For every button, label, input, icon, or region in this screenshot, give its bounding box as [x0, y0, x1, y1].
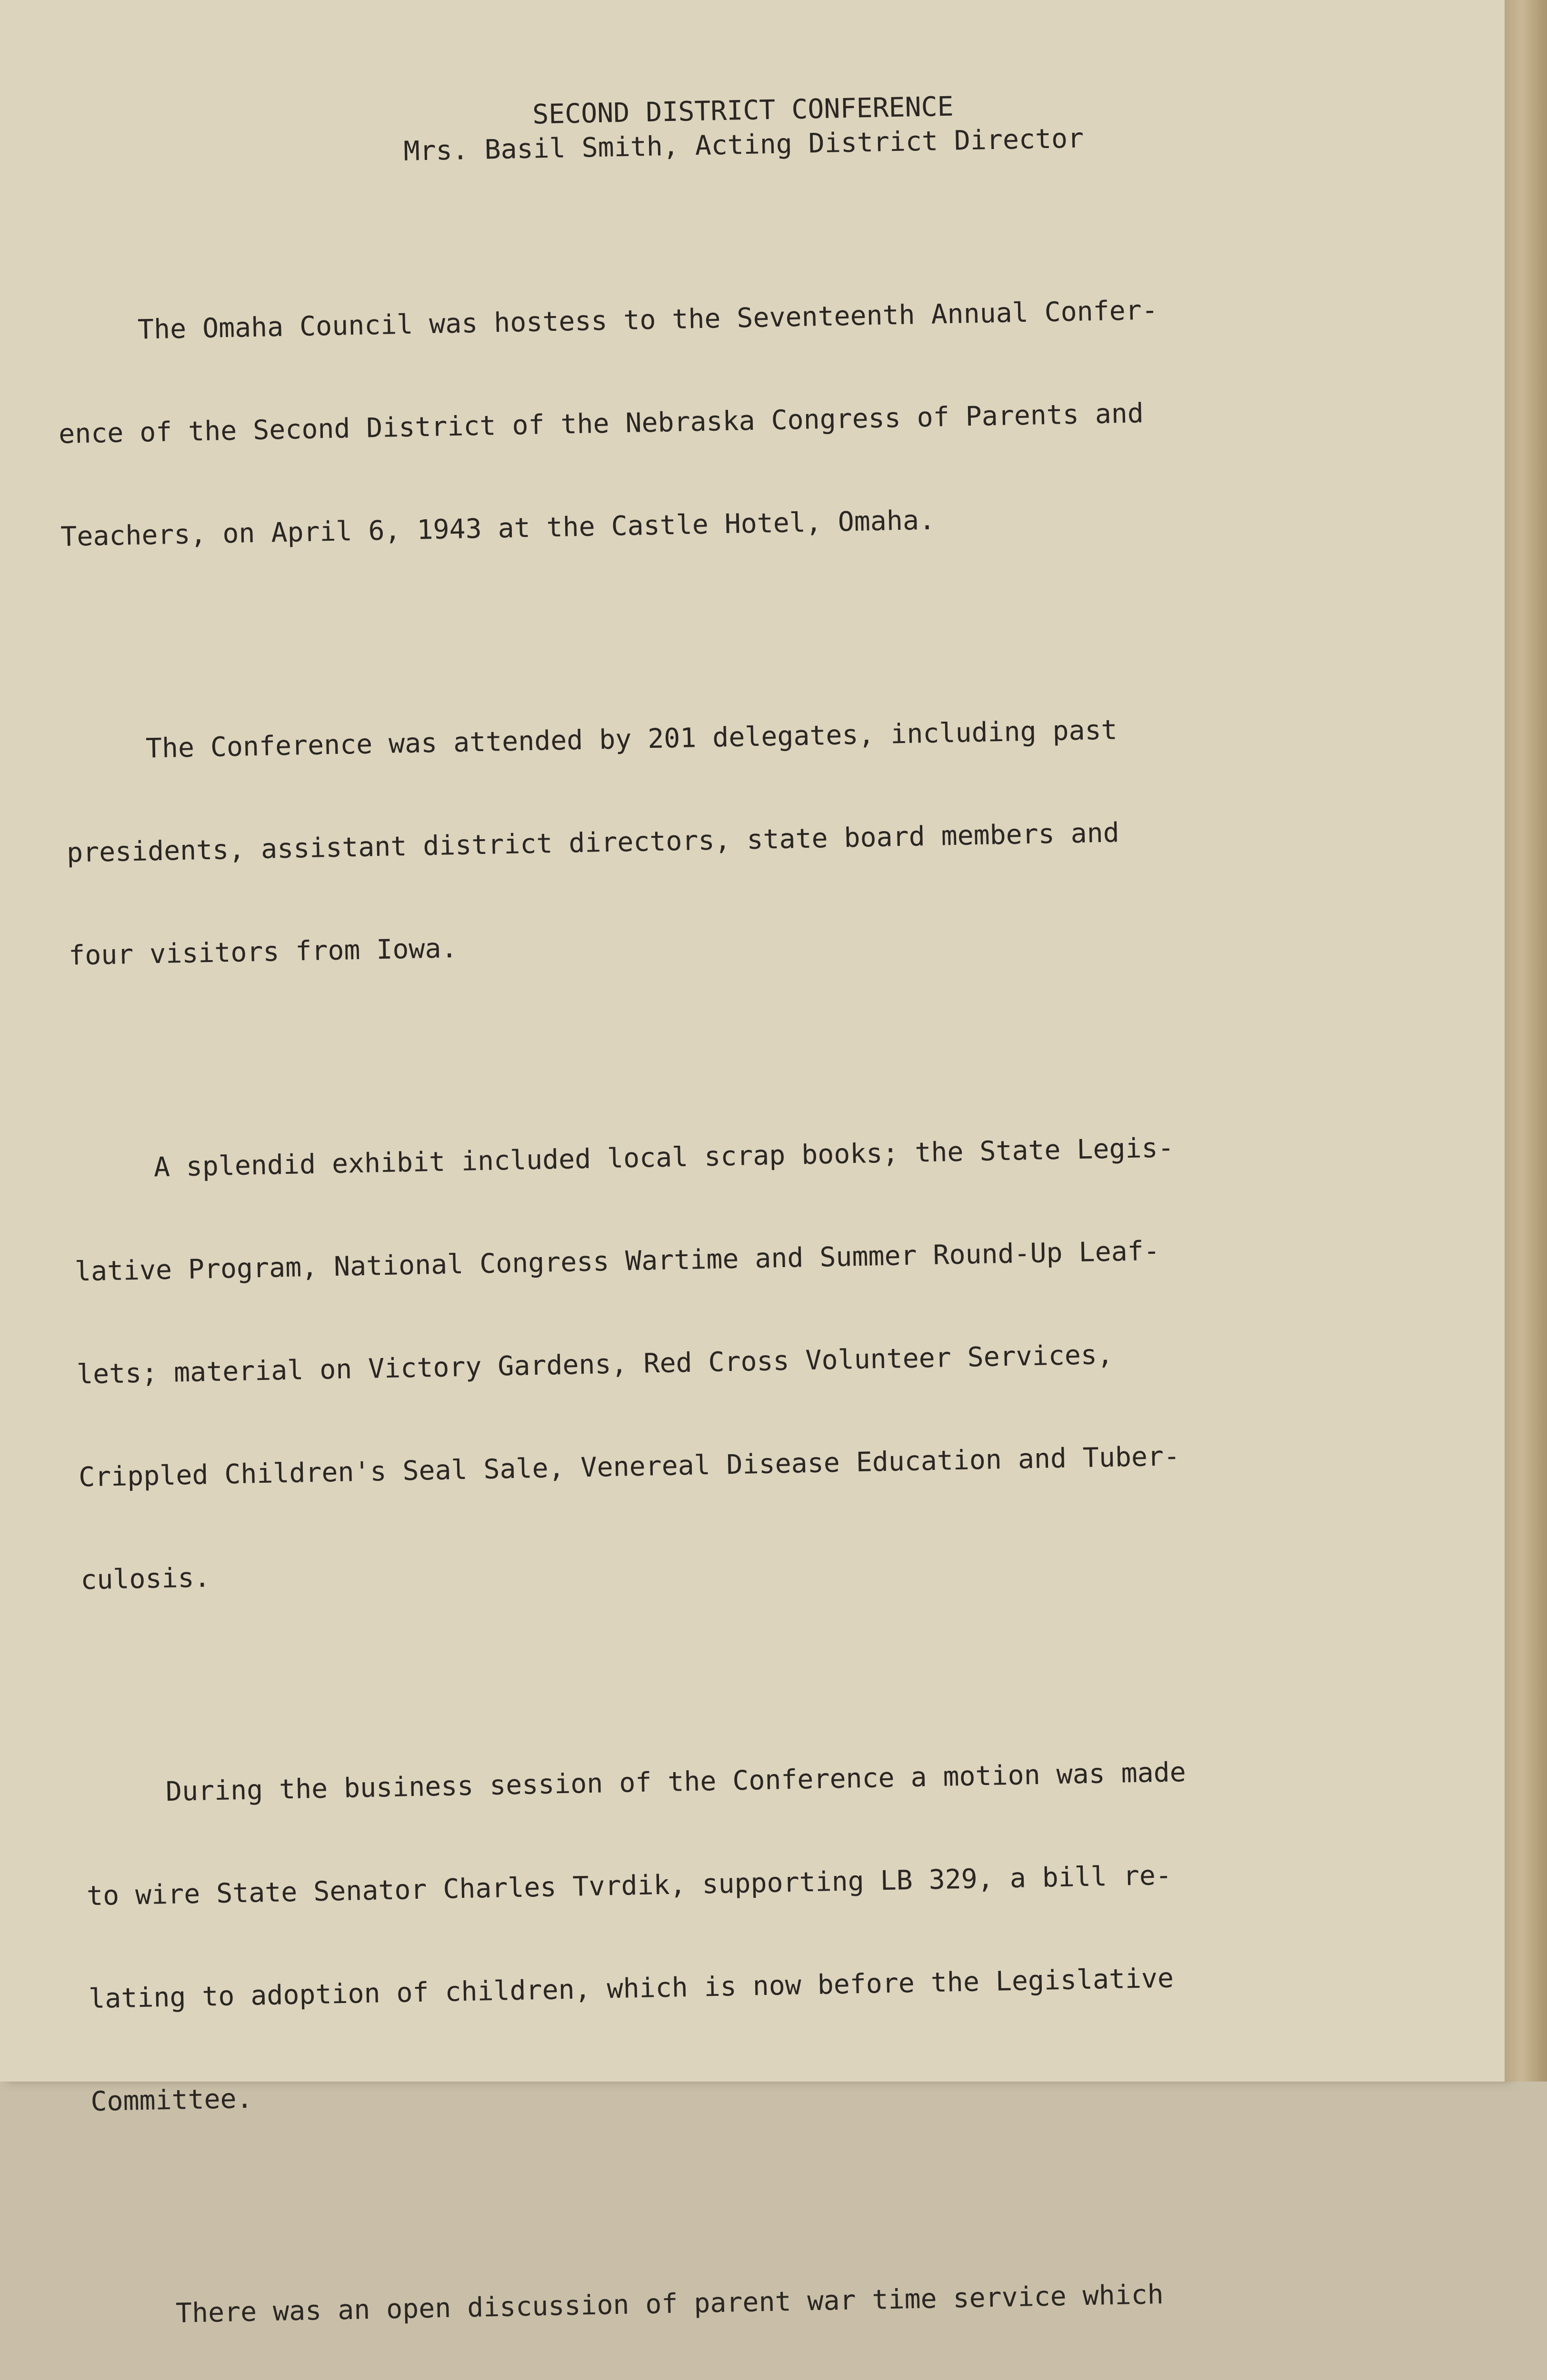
- typed-document: [52, 82, 1472, 2380]
- text-line: lating to adoption of children, which is now before the Legislative: [88, 1963, 1174, 2015]
- text-line: A splendid exhibit included local scrap books; the State Legis-: [72, 1132, 1175, 1185]
- text-line: During the business session of the Conference a motion was made: [84, 1756, 1187, 1809]
- text-line: The Conference was attended by 201 delegates, including past: [64, 714, 1118, 766]
- text-line: lets; material on Victory Gardens, Red Cross Volunteer Services,: [76, 1339, 1114, 1390]
- text-line: culosis.: [80, 1562, 211, 1596]
- text-line: The Omaha Council was hostess to the Seventeenth Annual Confer-: [56, 295, 1158, 347]
- text-line: [97, 2376, 1411, 2380]
- text-line: Crippled Children's Seal Sale, Venereal Disease Education and Tuber-: [78, 1441, 1180, 1493]
- text-line: There was an open discussion of parent war time service which: [94, 2279, 1164, 2331]
- document-title: SECOND DISTRICT CONFERENCE: [532, 91, 954, 130]
- text-line: Committee.: [90, 2083, 253, 2118]
- text-line: ence of the Second District of the Nebraska Congress of Parents and: [58, 398, 1144, 450]
- paragraph-5: [93, 2204, 1417, 2380]
- text-line: Teachers, on April 6, 1943 at the Castle Hotel, Omaha.: [60, 505, 936, 553]
- document-subtitle: Mrs. Basil Smith, Acting District Director: [403, 123, 1084, 167]
- page-edge: [1505, 0, 1547, 2082]
- paragraph-3: [71, 1059, 1396, 1666]
- paragraph-2: [63, 640, 1384, 1042]
- text-line: to wire State Senator Charles Tvrdik, supporting LB 329, a bill re-: [86, 1860, 1172, 1912]
- paragraph-1: [55, 221, 1377, 623]
- text-line: four visitors from Iowa.: [68, 933, 458, 972]
- text-line: presidents, assistant district directors, state board members and: [66, 817, 1120, 869]
- text-line: lative Program, National Congress Wartime and Summer Round-Up Leaf-: [74, 1235, 1160, 1288]
- paragraph-4: [83, 1683, 1407, 2188]
